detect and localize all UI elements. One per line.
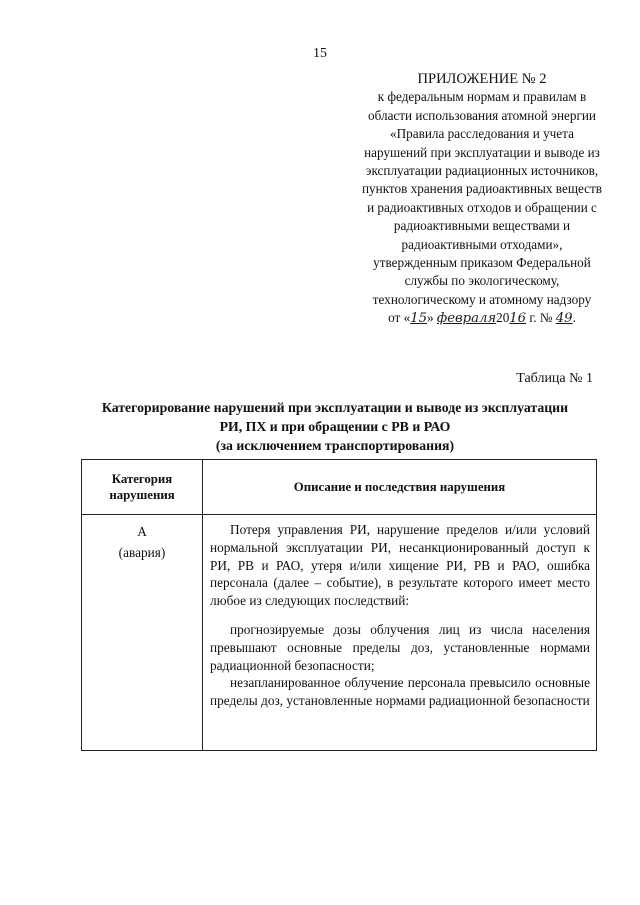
- consequence-item: незапланированное облучение персонала превысило основные пределы доз, установленные нормами радиационной безопасности: [210, 675, 590, 709]
- order-prefix: от «: [388, 310, 411, 326]
- appendix-line: эксплуатации радиационных источников,: [365, 163, 599, 179]
- order-quote: »: [426, 310, 434, 326]
- appendix-line: утвержденным приказом Федеральной: [373, 255, 591, 271]
- description-paragraph: Потеря управления РИ, нарушение пределов и/или условий нормальной эксплуатации РИ, несанкционированный доступ к РИ, РВ и РАО, утеря и/или хищение РИ, РВ и РАО, ошибка персонала (далее – событие), в результате которого имеет место любое из следующих последствий:: [210, 522, 590, 609]
- order-month-handwritten: февраля: [436, 311, 497, 327]
- header-description: Описание и последствия нарушения: [203, 460, 597, 515]
- appendix-line: области использования атомной энергии: [368, 107, 596, 123]
- appendix-line: и радиоактивных отходов и обращении с: [367, 199, 597, 215]
- order-g: г. №: [526, 310, 553, 326]
- header-category: Категория нарушения: [82, 460, 203, 515]
- order-number-handwritten: 49: [555, 311, 573, 327]
- category-code: А: [137, 524, 147, 539]
- page-number: 15: [313, 46, 327, 61]
- order-end: .: [572, 310, 576, 326]
- table-title: [60, 398, 610, 455]
- violations-table: [81, 459, 597, 751]
- appendix-line: службы по экологическому,: [404, 273, 560, 289]
- order-year-prefix: 20: [496, 310, 510, 326]
- appendix-line: нарушений при эксплуатации и выводе из: [364, 144, 600, 160]
- order-date-line: [352, 309, 612, 328]
- order-year-handwritten: 16: [509, 311, 527, 327]
- order-day-handwritten: 15: [410, 311, 427, 327]
- appendix-line: радиоактивными отходами»,: [401, 236, 563, 252]
- title-line: РИ, ПХ и при обращении с РВ и РАО: [219, 419, 451, 434]
- title-line: Категорирование нарушений при эксплуатации и выводе из эксплуатации: [101, 400, 569, 415]
- appendix-line: к федеральным нормам и правилам в: [377, 89, 587, 105]
- appendix-line: «Правила расследования и учета: [390, 126, 574, 142]
- consequence-item: прогнозируемые дозы облучения лиц из числа населения превышают основные пределы доз, установленные нормами радиационной безопасности;: [210, 621, 590, 673]
- title-line: (за исключением транспортирования): [215, 438, 455, 453]
- appendix-line: пунктов хранения радиоактивных веществ: [361, 181, 602, 197]
- table-label: Таблица № 1: [516, 371, 593, 386]
- category-note: (авария): [118, 545, 166, 560]
- category-cell: [82, 515, 203, 751]
- appendix-line: радиоактивными веществами и: [393, 218, 571, 234]
- table-header-row: [82, 460, 597, 515]
- appendix-block: [352, 70, 612, 329]
- table-row: [82, 515, 597, 751]
- appendix-line: технологическому и атомному надзору: [372, 291, 592, 307]
- description-cell: [203, 515, 597, 751]
- appendix-heading: ПРИЛОЖЕНИЕ № 2: [417, 71, 547, 87]
